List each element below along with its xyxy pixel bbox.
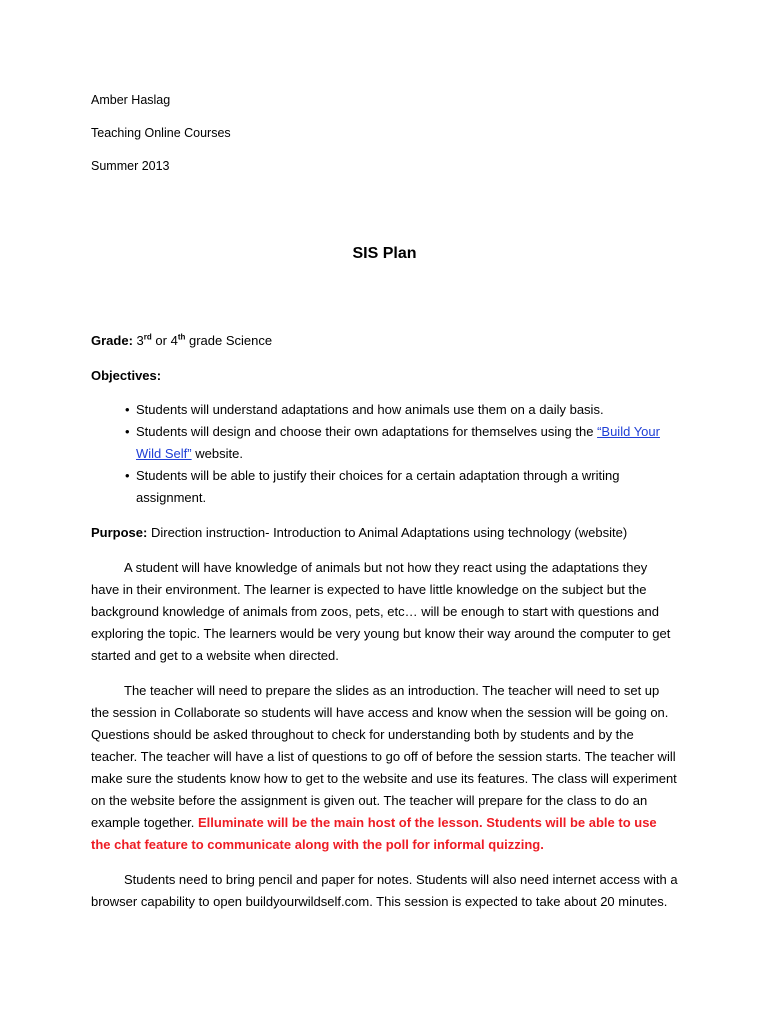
bullet-icon: • xyxy=(125,402,130,417)
course-name: Teaching Online Courses xyxy=(91,126,231,140)
paragraph-2-highlight: Elluminate will be the main host of the lesson. Students will be able to use the chat feature to communicate along with the poll for informal quizzing. xyxy=(91,815,657,852)
author-name: Amber Haslag xyxy=(91,93,171,107)
grade-num1: 3 xyxy=(136,333,144,348)
purpose-text: Direction instruction- Introduction to Animal Adaptations using technology (website) xyxy=(150,525,628,540)
list-item xyxy=(103,465,678,509)
objective-1: Students will understand adaptations and how animals use them on a daily basis. xyxy=(136,402,604,417)
grade-rest: grade Science xyxy=(189,333,273,348)
paragraph-1: A student will have knowledge of animals but not how they react using the adaptations they have in their environment. The learner is expected to have little knowledge on the subject but the background knowledge of animals from zoos, pets, etc… will be enough to start with questions and exploring the topic. The learners would be very young but know their way around the computer to get started and get to a website when directed. xyxy=(91,560,671,663)
paragraph-2 xyxy=(91,680,678,856)
grade-sup1: rd xyxy=(143,332,152,342)
grade-label: Grade: xyxy=(91,333,133,348)
list-item xyxy=(103,421,678,465)
paragraph-2-text: The teacher will need to prepare the slides as an introduction. The teacher will need to set up the session in Collaborate so students will have access and know when the session will be going on. Questions should be asked throughout to check for understanding both by students and by the teacher. The teacher will have a list of questions to go off of before the session starts. The teacher will make sure the students know how to get to the website and use its features. The class will experiment on the website before the assignment is given out. The teacher will prepare for the class to do an example together. xyxy=(91,683,677,830)
grade-sup2: th xyxy=(177,332,186,342)
objective-2-text: Students will design and choose their own adaptations for themselves using the xyxy=(136,424,594,439)
page-title: SIS Plan xyxy=(352,245,417,262)
bullet-icon: • xyxy=(125,424,130,439)
purpose-label: Purpose: xyxy=(91,525,148,540)
grade-num2: 4 xyxy=(170,333,178,348)
grade-or: or xyxy=(155,333,167,348)
objective-2-post: website. xyxy=(195,446,243,461)
build-your-wild-self-link[interactable]: “Build Your Wild Self” xyxy=(136,424,660,461)
objectives-heading: Objectives: xyxy=(91,368,162,383)
list-item xyxy=(103,399,678,421)
bullet-icon: • xyxy=(125,468,130,483)
term: Summer 2013 xyxy=(91,159,170,173)
objective-3: Students will be able to justify their choices for a certain adaptation through a writing assignment. xyxy=(136,468,620,505)
paragraph-3: Students need to bring pencil and paper for notes. Students will also need internet access with a browser capability to open buildyourwildself.com. This session is expected to take about 20 minutes. xyxy=(91,872,678,909)
grade-line xyxy=(91,330,678,352)
purpose-line xyxy=(91,522,678,544)
objectives-list xyxy=(103,399,678,509)
